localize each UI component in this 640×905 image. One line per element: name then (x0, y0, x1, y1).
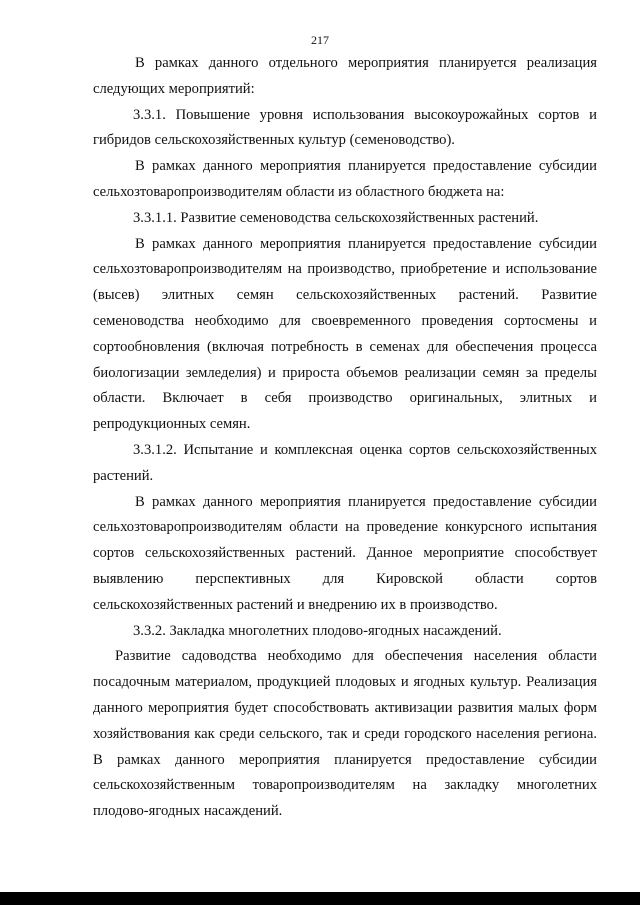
page-number: 217 (311, 33, 329, 47)
paragraph-gardening: Развитие садоводства необходимо для обеспечения населения области посадочным материалом, продукцией плодовых и ягодных культур. Реализация данного мероприятия будет способствовать активизации развития малых форм хозяйствования как среди сельского, так и среди городского населения региона. В рамках данного мероприятия планируется предоставление субсидии сельскохозяйственным товаропроизводителям на закладку многолетних плодово-ягодных насаждений. (93, 648, 597, 820)
document-body (93, 51, 597, 825)
paragraph-subsidy-regional-budget: В рамках данного мероприятия планируется предоставление субсидии сельхозтоваропроизводителям области из областного бюджета на: (93, 158, 597, 200)
scan-bottom-border (0, 892, 640, 905)
paragraph-seed-production: В рамках данного мероприятия планируется предоставление субсидии сельхозтоваропроизводителям на производство, приобретение и использование (высев) элитных семян сельскохозяйственных растений. Развитие семеноводства необходимо для своевременного проведения сортосмены и сортообновления (включая потребность в семенах для обеспечения процесса биологизации земледелия) и прироста объемов реализации семян за пределы области. Включает в себя производство оригинальных, элитных и репродукционных семян. (93, 235, 597, 433)
heading-3-3-2: 3.3.2. Закладка многолетних плодово-ягодных насаждений. (133, 622, 502, 639)
heading-3-3-1: 3.3.1. Повышение уровня использования высокоурожайных сортов и гибридов сельскохозяйственных культур (семеноводство). (93, 106, 597, 149)
paragraph-intro: В рамках данного отдельного мероприятия планируется реализация следующих мероприятий: (93, 55, 597, 97)
heading-3-3-1-1: 3.3.1.1. Развитие семеноводства сельскохозяйственных растений. (133, 209, 539, 226)
paragraph-variety-testing: В рамках данного мероприятия планируется предоставление субсидии сельхозтоваропроизводителям области на проведение конкурсного испытания сортов сельскохозяйственных растений. Данное мероприятие способствует выявлению перспективных для Кировской области сортов сельскохозяйственных растений и внедрению их в производство. (93, 493, 597, 613)
heading-3-3-1-2: 3.3.1.2. Испытание и комплексная оценка сортов сельскохозяйственных растений. (93, 441, 597, 484)
